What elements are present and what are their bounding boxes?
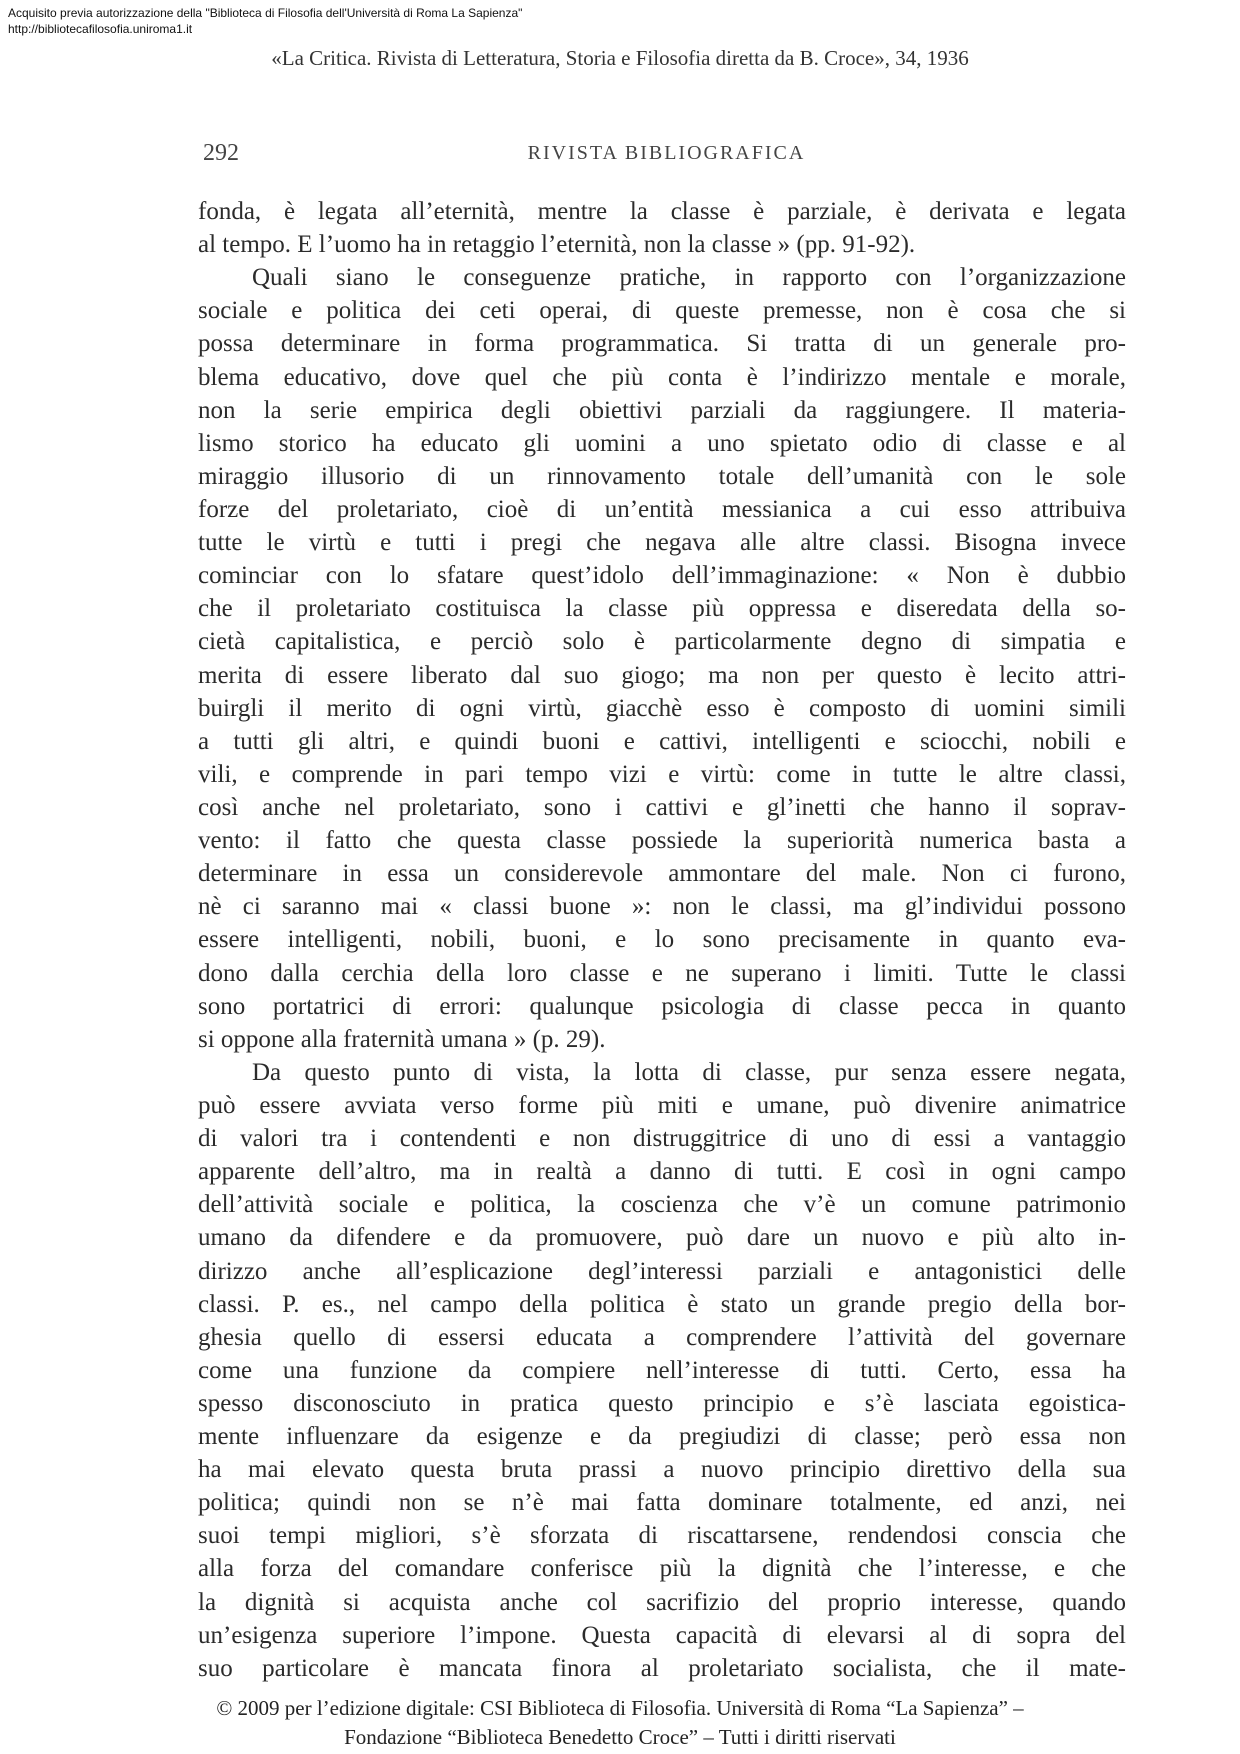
text-line: nè ci saranno mai « classi buone »: non le classi, ma gl’individui possono	[198, 893, 1126, 921]
text-line: Da questo punto di vista, la lotta di classe, pur senza essere negata,	[252, 1058, 1126, 1086]
text-line: dirizzo anche all’esplicazione degl’interessi parziali e antagonistici delle	[198, 1257, 1126, 1285]
text-line: fonda, è legata all’eternità, mentre la classe è parziale, è derivata e legata	[198, 198, 1126, 225]
text-line: forze del proletariato, cioè di un’entità messianica a cui esso attribuiva	[198, 495, 1126, 523]
text-line: blema educativo, dove quel che più conta è l’indirizzo mentale e morale,	[198, 363, 1126, 391]
access-notice-text: Acquisito previa autorizzazione della "Biblioteca di Filosofia dell'Università di Roma La Sapienza"	[8, 6, 523, 20]
text-line: possa determinare in forma programmatica. Si tratta di un generale pro-	[198, 330, 1126, 358]
body-text	[198, 195, 1126, 1685]
text-line: tutte le virtù e tutti i pregi che negava alle altre classi. Bisogna invece	[198, 529, 1126, 557]
text-line: Quali siano le conseguenze pratiche, in rapporto con l’organizzazione	[252, 264, 1126, 292]
text-line: suo particolare è mancata finora al proletariato socialista, che il mate-	[198, 1654, 1126, 1682]
copyright-line: © 2009 per l’edizione digitale: CSI Biblioteca di Filosofia. Università di Roma “La Sapienza” –	[216, 1696, 1024, 1720]
text-line: a tutti gli altri, e quindi buoni e cattivi, intelligenti e sciocchi, nobili e	[198, 727, 1126, 755]
text-line: politica; quindi non se n’è mai fatta dominare totalmente, ed anzi, nei	[198, 1489, 1126, 1517]
text-line: non la serie empirica degli obiettivi parziali da raggiungere. Il materia-	[198, 396, 1126, 424]
text-line: la dignità si acquista anche col sacrifizio del proprio interesse, quando	[198, 1588, 1126, 1616]
publication-source: «La Critica. Rivista di Letteratura, Storia e Filosofia diretta da B. Croce», 34, 1936	[271, 46, 969, 70]
text-line: buirgli il merito di ogni virtù, giacchè esso è composto di uomini simili	[198, 694, 1126, 722]
text-line: vili, e comprende in pari tempo vizi e virtù: come in tutte le altre classi,	[198, 760, 1126, 788]
text-line: miraggio illusorio di un rinnovamento totale dell’umanità con le sole	[198, 462, 1126, 490]
text-line: sono portatrici di errori: qualunque psicologia di classe pecca in quanto	[198, 992, 1126, 1020]
text-line: un’esigenza superiore l’impone. Questa capacità di elevarsi al di sopra del	[198, 1621, 1126, 1649]
text-line: di valori tra i contendenti e non distruggitrice di uno di essi a vantaggio	[198, 1125, 1126, 1153]
text-line: essere intelligenti, nobili, buoni, e lo sono precisamente in quanto eva-	[198, 926, 1126, 954]
running-head: RIVISTA BIBLIOGRAFICA	[527, 142, 806, 164]
text-line: alla forza del comandare conferisce più la dignità che l’interesse, e che	[198, 1555, 1126, 1583]
text-line: si oppone alla fraternità umana » (p. 29).	[198, 1025, 606, 1053]
text-line: sociale e politica dei ceti operai, di queste premesse, non è cosa che si	[198, 297, 1126, 325]
text-line: lismo storico ha educato gli uomini a uno spietato odio di classe e al	[198, 429, 1126, 457]
text-line: dono dalla cerchia della loro classe e ne superano i limiti. Tutte le classi	[198, 959, 1126, 987]
text-line: determinare in essa un considerevole ammontare del male. Non ci furono,	[198, 860, 1126, 888]
text-line: cietà capitalistica, e perciò solo è particolarmente degno di simpatia e	[198, 628, 1126, 656]
source-url[interactable]: http://bibliotecafilosofia.uniroma1.it	[8, 22, 193, 36]
access-notice	[8, 5, 522, 37]
text-line: spesso disconosciuto in pratica questo principio e s’è lasciata egoistica-	[198, 1389, 1126, 1417]
page-header	[203, 140, 1130, 170]
text-line: ha mai elevato questa bruta prassi a nuovo principio direttivo della sua	[198, 1456, 1126, 1484]
text-line: che il proletariato costituisca la classe più oppressa e diseredata della so-	[198, 595, 1126, 623]
text-line: al tempo. E l’uomo ha in retaggio l’eternità, non la classe » (pp. 91-92).	[198, 231, 916, 259]
text-line: umano da difendere e da promuovere, può dare un nuovo e più alto in-	[198, 1224, 1126, 1252]
text-line: così anche nel proletariato, sono i cattivi e gl’inetti che hanno il soprav-	[198, 793, 1126, 821]
text-line: suoi tempi migliori, s’è sforzata di riscattarsene, rendendosi conscia che	[198, 1522, 1126, 1550]
text-line: mente influenzare da esigenze e da pregiudizi di classe; però essa non	[198, 1423, 1126, 1451]
text-line: apparente dell’altro, ma in realtà a danno di tutti. E così in ogni campo	[198, 1158, 1126, 1186]
page-number: 292	[203, 140, 239, 166]
text-line: cominciar con lo sfatare quest’idolo dell’immaginazione: « Non è dubbio	[198, 562, 1126, 590]
rights-line: Fondazione “Biblioteca Benedetto Croce” – Tutti i diritti riservati	[344, 1725, 896, 1749]
text-line: classi. P. es., nel campo della politica è stato un grande pregio della bor-	[198, 1290, 1126, 1318]
text-line: merita di essere liberato dal suo giogo; ma non per questo è lecito attri-	[198, 661, 1126, 689]
text-line: ghesia quello di essersi educata a comprendere l’attività del governare	[198, 1323, 1126, 1351]
text-line: come una funzione da compiere nell’interesse di tutti. Certo, essa ha	[198, 1356, 1126, 1384]
text-line: può essere avviata verso forme più miti e umane, può divenire animatrice	[198, 1091, 1126, 1119]
text-line: vento: il fatto che questa classe possiede la superiorità numerica basta a	[198, 827, 1126, 855]
text-line: dell’attività sociale e politica, la coscienza che v’è un comune patrimonio	[198, 1191, 1126, 1219]
copyright-footer	[0, 1694, 1240, 1752]
